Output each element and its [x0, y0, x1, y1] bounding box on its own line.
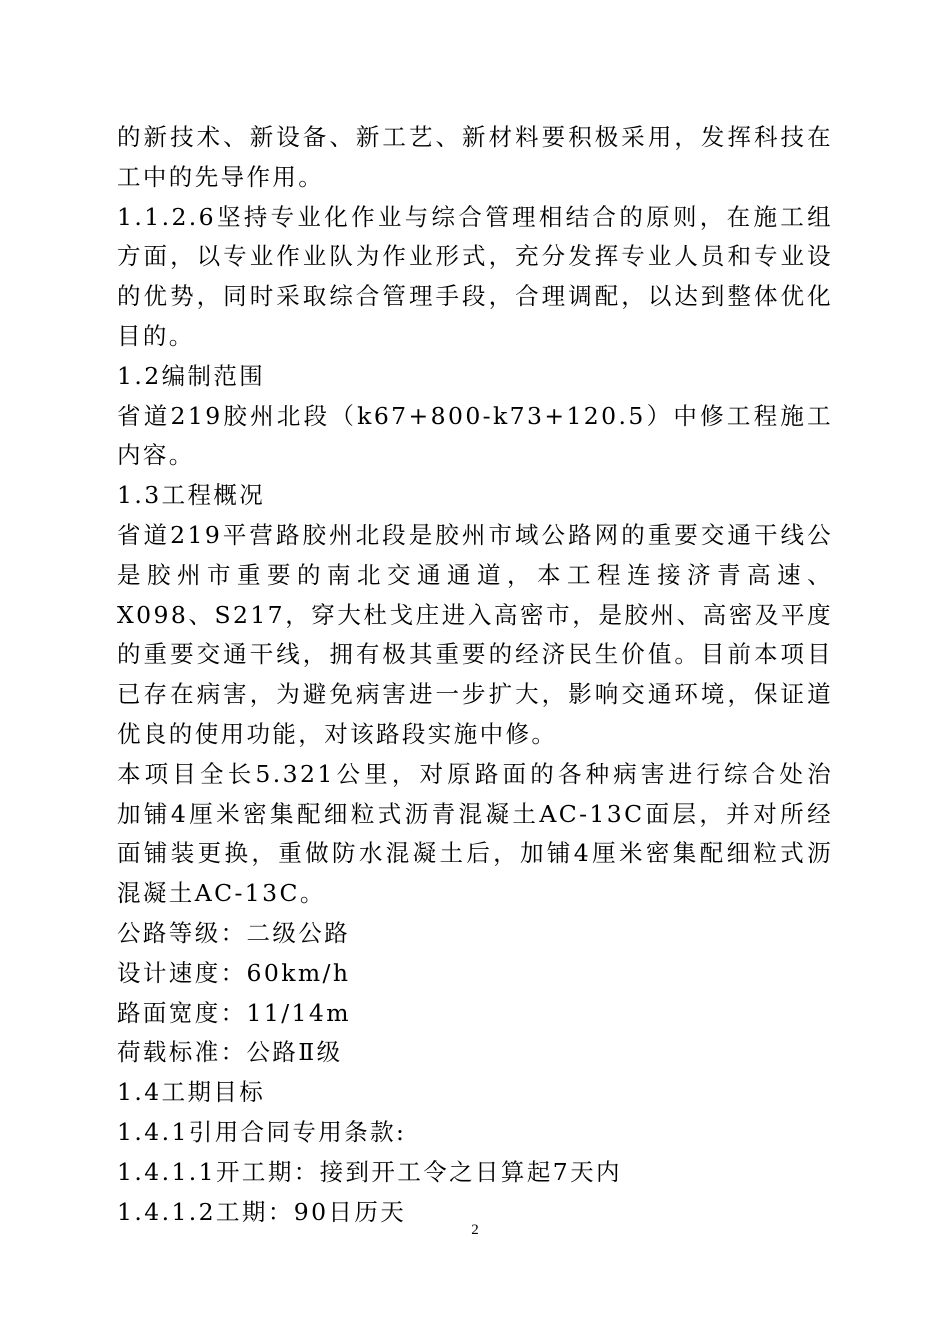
text-line: 1.4.1引用合同专用条款: [117, 1117, 407, 1146]
text-line: 优良的使用功能，对该路段实施中修。 [117, 719, 558, 748]
spec-load-standard: 荷载标准：公路Ⅱ级 [117, 1038, 343, 1067]
text-line: 已存在病害，为避免病害进一步扩大，影响交通环境，保证道 [117, 680, 833, 709]
text-line: 的新技术、新设备、新工艺、新材料要积极采用，发挥科技在 [117, 123, 833, 151]
text-line: 本项目全长5.321公里，对原路面的各种病害进行综合处治 [117, 759, 833, 788]
page-number: 2 [471, 1222, 479, 1238]
spec-design-speed: 设计速度：60km/h [117, 958, 351, 987]
text-line: 的重要交通干线，拥有极其重要的经济民生价值。目前本项目 [117, 640, 833, 669]
text-line: 是胶州市重要的南北交通通道，本工程连接济青高速、 [117, 560, 833, 589]
text-line: 混凝土AC-13C。 [117, 879, 326, 908]
section-heading: 1.4工期目标 [117, 1078, 266, 1107]
text-line: 的优势，同时采取综合管理手段，合理调配，以达到整体优化 [117, 282, 833, 311]
text-line: 目的。 [117, 321, 195, 350]
section-heading: 1.2编制范围 [117, 361, 266, 390]
text-line: 内容。 [117, 441, 195, 470]
text-line: 省道219胶州北段（k67+800-k73+120.5）中修工程施工 [117, 401, 833, 430]
spec-road-width: 路面宽度：11/14m [117, 998, 351, 1027]
text-line: 1.4.1.2工期：90日历天 [117, 1197, 407, 1226]
text-line: 省道219平营路胶州北段是胶州市域公路网的重要交通干线公 [117, 520, 833, 549]
text-line: 工中的先导作用。 [117, 162, 325, 191]
text-line: 面铺装更换，重做防水混凝土后，加铺4厘米密集配细粒式沥 [117, 839, 833, 868]
text-line: 1.1.2.6坚持专业化作业与综合管理相结合的原则，在施工组 [117, 202, 833, 231]
text-line: 加铺4厘米密集配细粒式沥青混凝土AC-13C面层，并对所经 [117, 799, 833, 828]
text-line: 1.4.1.1开工期：接到开工令之日算起7天内 [117, 1157, 622, 1186]
spec-road-grade: 公路等级：二级公路 [117, 918, 351, 947]
text-line: X098、S217，穿大杜戈庄进入高密市，是胶州、高密及平度 [117, 600, 833, 629]
document-body [117, 118, 833, 1232]
text-line: 方面，以专业作业队为作业形式，充分发挥专业人员和专业设 [117, 242, 833, 271]
section-heading: 1.3工程概况 [117, 481, 266, 510]
